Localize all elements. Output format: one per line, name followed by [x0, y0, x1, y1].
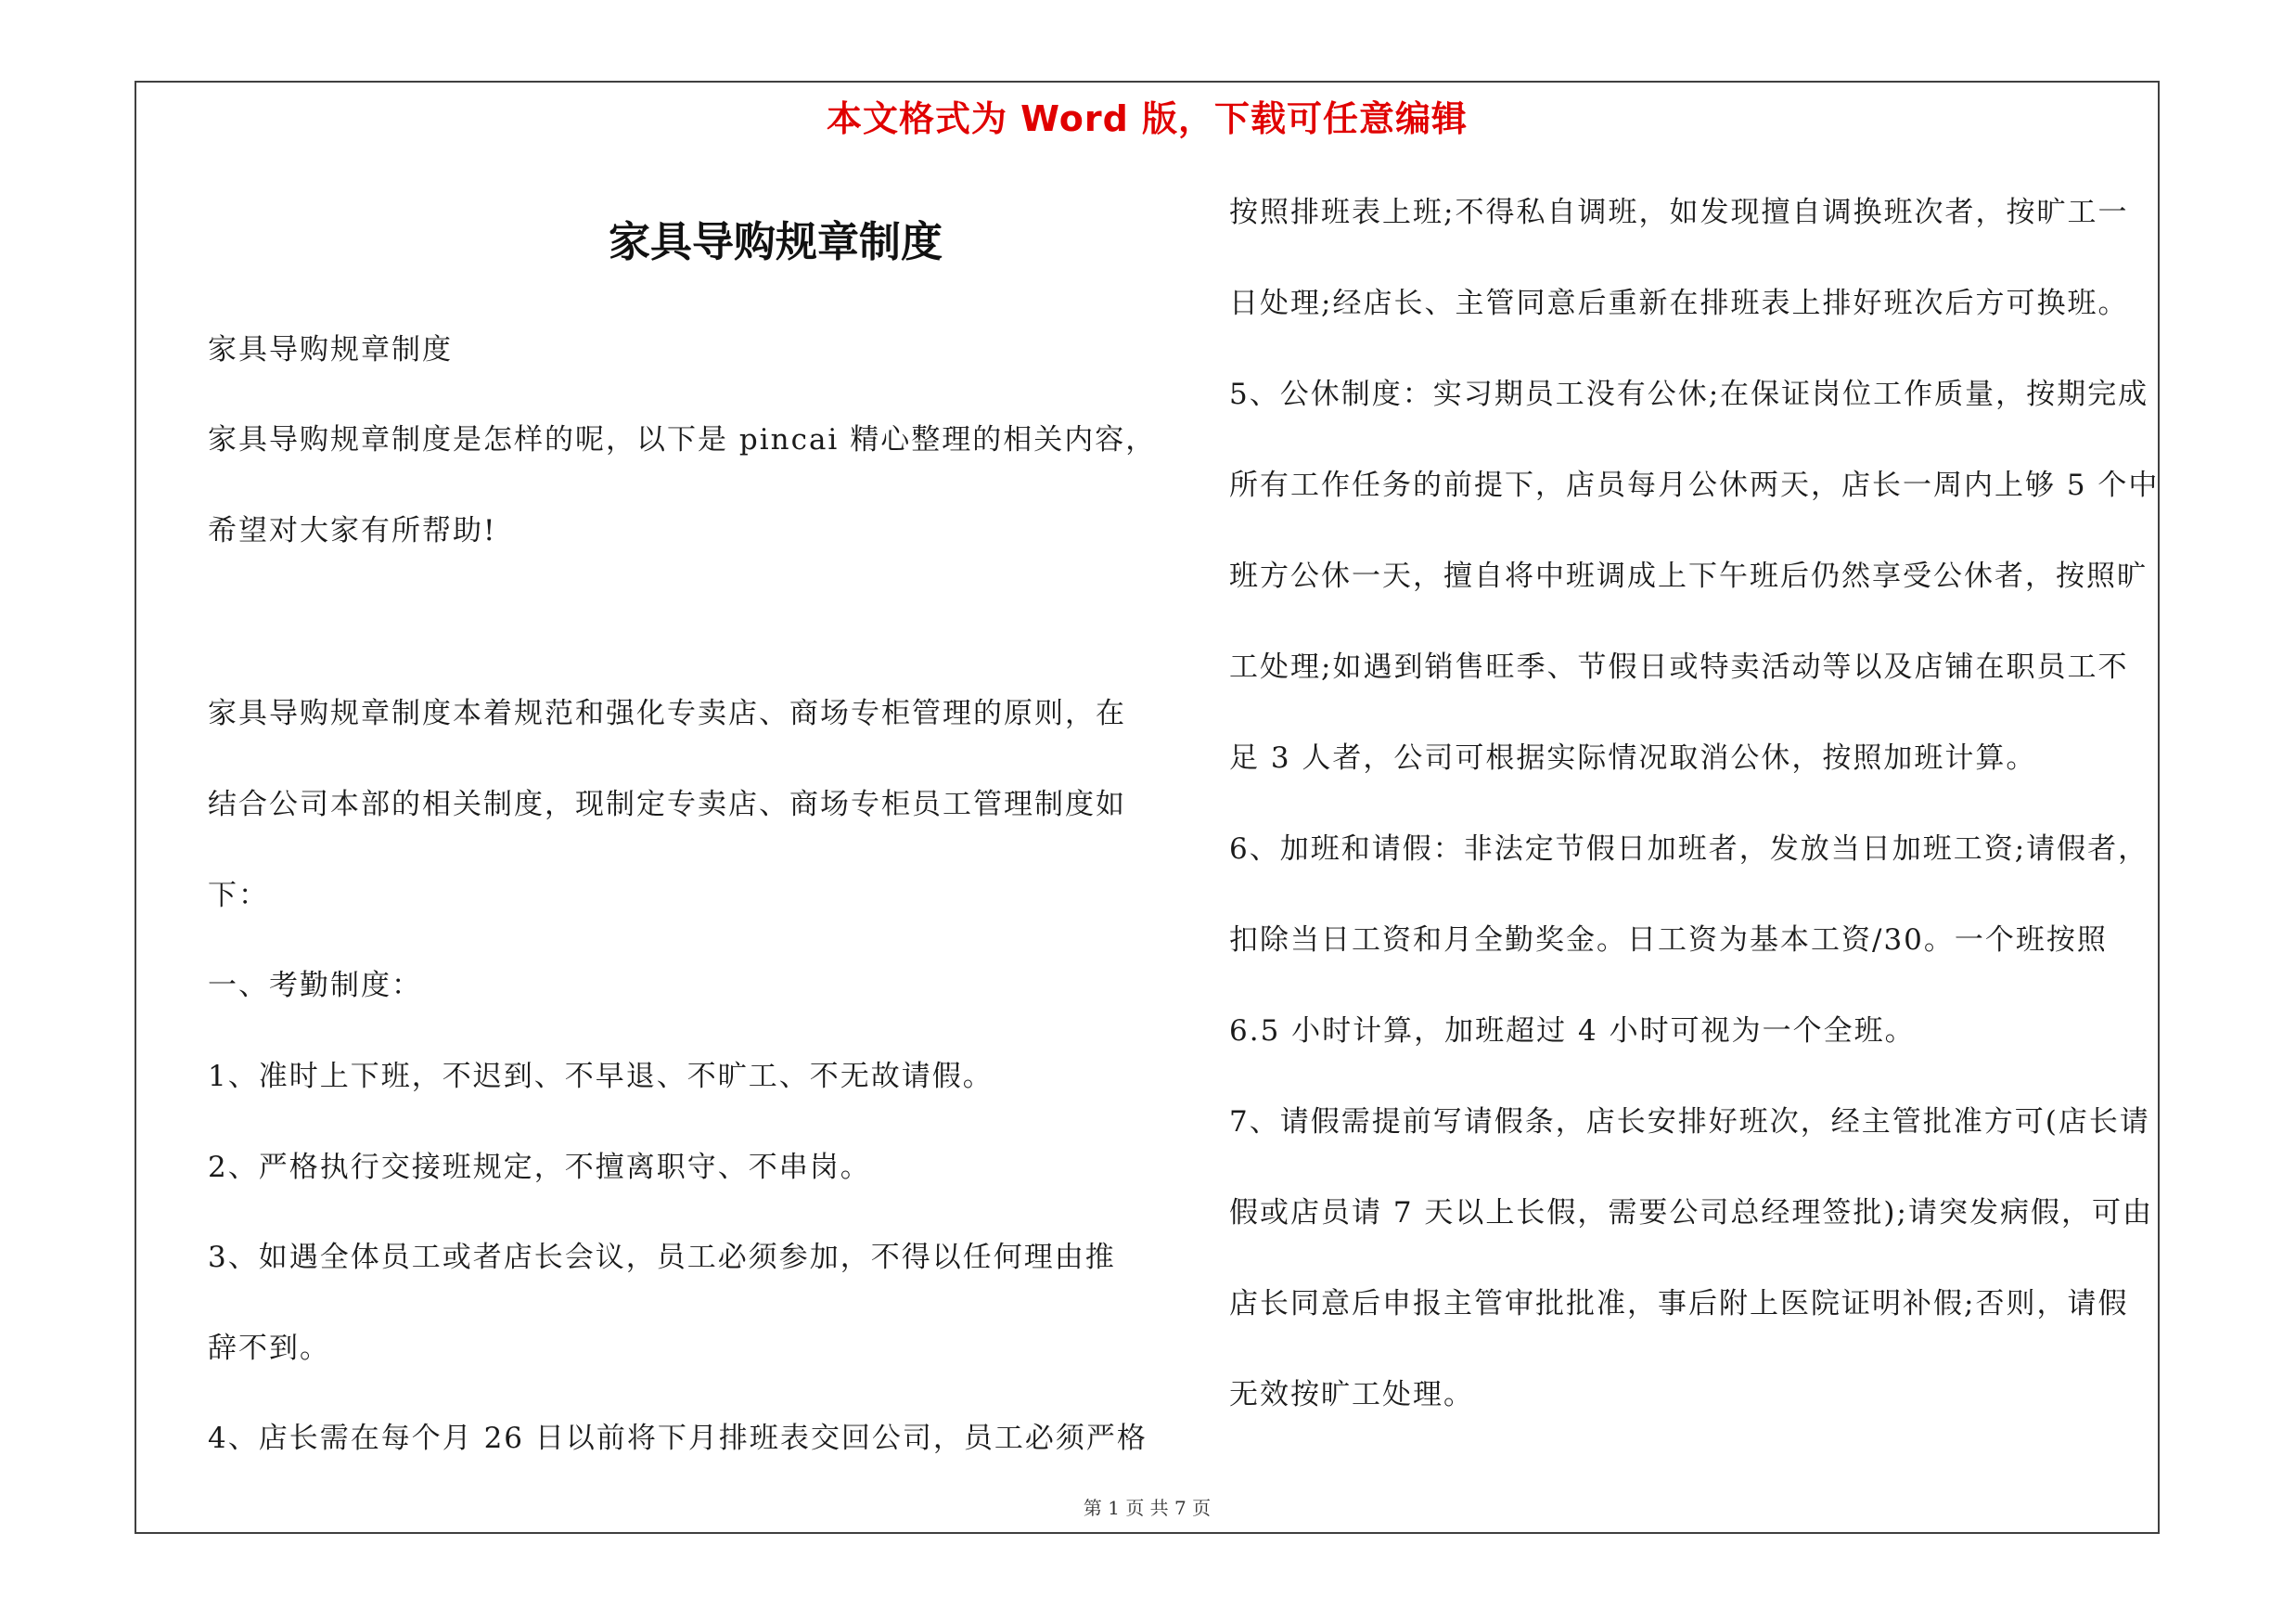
right-line: 无效按旷工处理。 — [1229, 1378, 1474, 1411]
left-line: 家具导购规章制度 — [208, 333, 453, 367]
right-line: 足 3 人者，公司可根据实际情况取消公休，按照加班计算。 — [1229, 741, 2037, 775]
format-notice-banner: 本文格式为 Word 版，下载可任意编辑 — [826, 98, 1469, 139]
right-line: 扣除当日工资和月全勤奖金。日工资为基本工资/30。一个班按照 — [1229, 923, 2108, 957]
document-title: 家具导购规章制度 — [608, 217, 943, 266]
left-line: 希望对大家有所帮助! — [208, 514, 497, 547]
left-line: 2、严格执行交接班规定，不擅离职守、不串岗。 — [208, 1151, 871, 1184]
left-line: 辞不到。 — [208, 1332, 330, 1365]
right-line: 6.5 小时计算，加班超过 4 小时可视为一个全班。 — [1229, 1014, 1916, 1048]
left-line: 1、准时上下班，不迟到、不早退、不旷工、不无故请假。 — [208, 1060, 994, 1093]
right-line: 6、加班和请假：非法定节假日加班者，发放当日加班工资;请假者， — [1229, 832, 2149, 866]
right-line: 店长同意后申报主管审批批准，事后附上医院证明补假;否则，请假 — [1229, 1287, 2129, 1320]
right-line: 日处理;经店长、主管同意后重新在排班表上排好班次后方可换班。 — [1229, 287, 2129, 320]
left-line: 家具导购规章制度本着规范和强化专卖店、商场专柜管理的原则，在 — [208, 697, 1126, 730]
right-line: 7、请假需提前写请假条，店长安排好班次，经主管批准方可(店长请 — [1229, 1105, 2150, 1139]
left-line: 结合公司本部的相关制度，现制定专卖店、商场专柜员工管理制度如 — [208, 788, 1126, 821]
page-number-footer: 第 1 页 共 7 页 — [1083, 1497, 1212, 1519]
left-line: 家具导购规章制度是怎样的呢，以下是 pincai 精心整理的相关内容， — [208, 423, 1157, 457]
right-line: 所有工作任务的前提下，店员每月公休两天，店长一周内上够 5 个中 — [1229, 469, 2160, 502]
left-line: 下： — [208, 879, 269, 912]
left-line: 4、店长需在每个月 26 日以前将下月排班表交回公司，员工必须严格 — [208, 1422, 1148, 1455]
right-line: 班方公休一天，擅自将中班调成上下午班后仍然享受公休者，按照旷 — [1229, 560, 2148, 593]
right-line: 工处理;如遇到销售旺季、节假日或特卖活动等以及店铺在职员工不 — [1229, 650, 2129, 684]
document-page — [135, 81, 2160, 1534]
right-line: 5、公休制度：实习期员工没有公休;在保证岗位工作质量，按期完成 — [1229, 378, 2149, 411]
left-line: 一、考勤制度： — [208, 969, 422, 1002]
right-line: 按照排班表上班;不得私自调班，如发现擅自调换班次者，按旷工一 — [1229, 196, 2129, 229]
right-line: 假或店员请 7 天以上长假，需要公司总经理签批);请突发病假，可由 — [1229, 1196, 2153, 1230]
left-line: 3、如遇全体员工或者店长会议，员工必须参加，不得以任何理由推 — [208, 1241, 1116, 1274]
